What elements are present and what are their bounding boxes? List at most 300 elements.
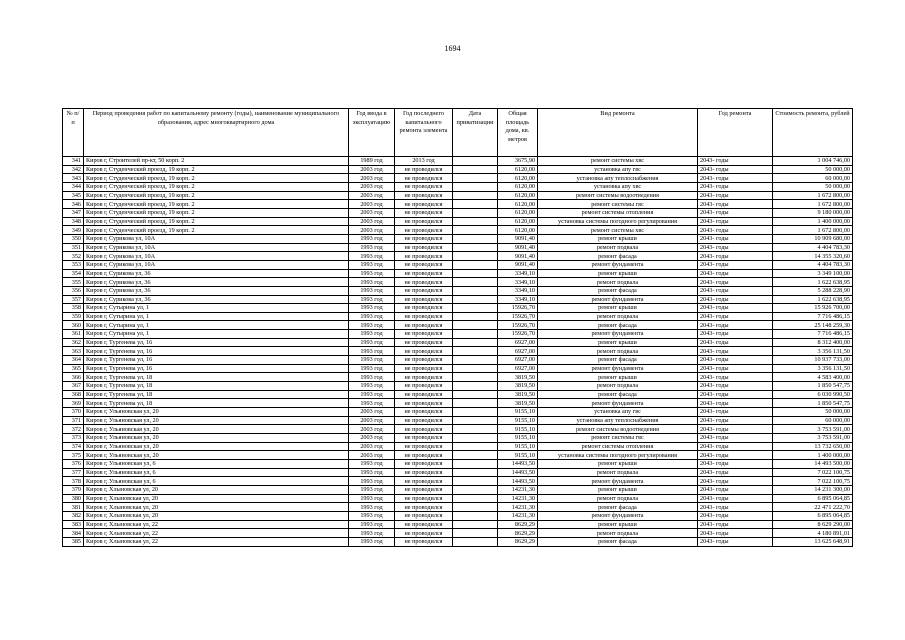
row-commission-year: 1993 год xyxy=(349,459,395,468)
row-commission-year: 1993 год xyxy=(349,485,395,494)
row-repair-year: 2043- годы xyxy=(698,477,773,486)
row-privatization xyxy=(453,529,498,538)
row-last-repair: не проводился xyxy=(395,451,453,460)
row-repair-year: 2043- годы xyxy=(698,537,773,546)
row-commission-year: 1993 год xyxy=(349,295,395,304)
row-commission-year: 2003 год xyxy=(349,208,395,217)
row-commission-year: 1993 год xyxy=(349,347,395,356)
row-privatization xyxy=(453,157,498,166)
row-repair-year: 2043- годы xyxy=(698,390,773,399)
row-commission-year: 1993 год xyxy=(349,511,395,520)
row-privatization xyxy=(453,304,498,313)
row-cost: 10 909 680,00 xyxy=(773,234,853,243)
table-row xyxy=(63,537,853,546)
row-num: 371 xyxy=(63,416,84,425)
row-cost: 13 625 648,91 xyxy=(773,537,853,546)
row-work-type: ремонт фасада xyxy=(538,390,698,399)
row-num: 378 xyxy=(63,477,84,486)
row-work-type: установка апу теплоснабжения xyxy=(538,416,698,425)
row-cost: 1 850 547,75 xyxy=(773,382,853,391)
row-commission-year: 1993 год xyxy=(349,477,395,486)
row-repair-year: 2043- годы xyxy=(698,399,773,408)
row-work-type: ремонт крыши xyxy=(538,269,698,278)
row-privatization xyxy=(453,416,498,425)
row-last-repair: не проводился xyxy=(395,442,453,451)
table-row xyxy=(63,511,853,520)
row-address: Киров г, Ульяновская ул, 6 xyxy=(84,459,349,468)
row-repair-year: 2043- годы xyxy=(698,226,773,235)
table-row xyxy=(63,226,853,235)
row-num: 375 xyxy=(63,451,84,460)
row-repair-year: 2043- годы xyxy=(698,252,773,261)
row-num: 379 xyxy=(63,485,84,494)
row-area: 9155,10 xyxy=(498,408,538,417)
row-area: 6120,00 xyxy=(498,217,538,226)
row-commission-year: 1993 год xyxy=(349,537,395,546)
row-last-repair: не проводился xyxy=(395,200,453,209)
row-repair-year: 2043- годы xyxy=(698,312,773,321)
table-row xyxy=(63,182,853,191)
row-cost: 15 926 700,00 xyxy=(773,304,853,313)
table-row xyxy=(63,373,853,382)
row-last-repair: не проводился xyxy=(395,494,453,503)
row-privatization xyxy=(453,390,498,399)
row-repair-year: 2043- годы xyxy=(698,286,773,295)
row-work-type: установка апу теплоснабжения xyxy=(538,174,698,183)
row-address: Киров г, Студенческий проезд, 19 корп. 2 xyxy=(84,182,349,191)
row-area: 8629,29 xyxy=(498,520,538,529)
row-cost: 4 583 400,00 xyxy=(773,373,853,382)
row-repair-year: 2043- годы xyxy=(698,425,773,434)
row-area: 6927,00 xyxy=(498,356,538,365)
row-area: 3349,10 xyxy=(498,286,538,295)
row-area: 6120,00 xyxy=(498,191,538,200)
row-commission-year: 1993 год xyxy=(349,529,395,538)
row-privatization xyxy=(453,468,498,477)
row-area: 14231,30 xyxy=(498,503,538,512)
row-num: 383 xyxy=(63,520,84,529)
row-num: 382 xyxy=(63,511,84,520)
row-cost: 25 148 259,30 xyxy=(773,321,853,330)
row-cost: 14 231 300,00 xyxy=(773,485,853,494)
row-last-repair: не проводился xyxy=(395,434,453,443)
row-repair-year: 2043- годы xyxy=(698,364,773,373)
table-row xyxy=(63,304,853,313)
row-cost: 3 356 131,50 xyxy=(773,364,853,373)
row-commission-year: 1993 год xyxy=(349,278,395,287)
row-commission-year: 1993 год xyxy=(349,399,395,408)
row-address: Киров г, Сурикова ул, 10А xyxy=(84,243,349,252)
row-commission-year: 1993 год xyxy=(349,260,395,269)
row-work-type: ремонт фундамента xyxy=(538,364,698,373)
row-commission-year: 1989 год xyxy=(349,157,395,166)
row-commission-year: 1993 год xyxy=(349,286,395,295)
row-commission-year: 1993 год xyxy=(349,356,395,365)
row-privatization xyxy=(453,485,498,494)
row-work-type: ремонт фундамента xyxy=(538,399,698,408)
row-num: 342 xyxy=(63,165,84,174)
row-cost: 60 000,00 xyxy=(773,416,853,425)
row-area: 14493,50 xyxy=(498,468,538,477)
row-privatization xyxy=(453,356,498,365)
table-row xyxy=(63,477,853,486)
row-area: 9155,10 xyxy=(498,434,538,443)
row-cost: 7 716 486,15 xyxy=(773,312,853,321)
row-address: Киров г, Сутырина ул, 1 xyxy=(84,312,349,321)
row-cost: 3 356 131,50 xyxy=(773,347,853,356)
header-repair-year: Год ремонта xyxy=(698,109,773,157)
row-repair-year: 2043- годы xyxy=(698,494,773,503)
row-cost: 22 471 222,70 xyxy=(773,503,853,512)
row-repair-year: 2043- годы xyxy=(698,373,773,382)
row-last-repair: не проводился xyxy=(395,295,453,304)
table-row xyxy=(63,321,853,330)
row-commission-year: 1993 год xyxy=(349,304,395,313)
row-repair-year: 2043- годы xyxy=(698,529,773,538)
row-privatization xyxy=(453,338,498,347)
table-row xyxy=(63,494,853,503)
row-last-repair: не проводился xyxy=(395,208,453,217)
row-num: 367 xyxy=(63,382,84,391)
row-area: 3349,10 xyxy=(498,295,538,304)
row-cost: 3 753 591,00 xyxy=(773,434,853,443)
row-privatization xyxy=(453,286,498,295)
capital-repair-table xyxy=(62,108,853,547)
header-cost: Стоимость ремонта, рублей xyxy=(773,109,853,157)
table-row xyxy=(63,243,853,252)
row-area: 9155,10 xyxy=(498,442,538,451)
row-privatization xyxy=(453,330,498,339)
row-repair-year: 2043- годы xyxy=(698,269,773,278)
row-num: 374 xyxy=(63,442,84,451)
row-cost: 1 672 800,00 xyxy=(773,191,853,200)
row-num: 346 xyxy=(63,200,84,209)
row-area: 3349,10 xyxy=(498,269,538,278)
row-num: 360 xyxy=(63,321,84,330)
row-cost: 3 753 591,00 xyxy=(773,425,853,434)
row-commission-year: 2003 год xyxy=(349,451,395,460)
header-work-type: Вид ремонта xyxy=(538,109,698,157)
row-num: 355 xyxy=(63,278,84,287)
table-body xyxy=(63,157,853,547)
row-address: Киров г, Тургенева ул, 16 xyxy=(84,338,349,347)
row-address: Киров г, Сурикова ул, 36 xyxy=(84,286,349,295)
table-row xyxy=(63,217,853,226)
row-address: Киров г, Тургенева ул, 18 xyxy=(84,373,349,382)
table-row xyxy=(63,442,853,451)
row-commission-year: 1993 год xyxy=(349,269,395,278)
row-commission-year: 1993 год xyxy=(349,321,395,330)
row-repair-year: 2043- годы xyxy=(698,295,773,304)
row-repair-year: 2043- годы xyxy=(698,408,773,417)
table-row xyxy=(63,416,853,425)
row-privatization xyxy=(453,382,498,391)
row-last-repair: не проводился xyxy=(395,382,453,391)
row-cost: 50 000,00 xyxy=(773,182,853,191)
row-commission-year: 2003 год xyxy=(349,226,395,235)
row-cost: 4 404 783,30 xyxy=(773,243,853,252)
row-last-repair: не проводился xyxy=(395,304,453,313)
row-privatization xyxy=(453,252,498,261)
row-work-type: ремонт фасада xyxy=(538,286,698,295)
row-work-type: ремонт фасада xyxy=(538,252,698,261)
row-repair-year: 2043- годы xyxy=(698,503,773,512)
row-repair-year: 2043- годы xyxy=(698,304,773,313)
row-address: Киров г, Ульяновская ул, 6 xyxy=(84,477,349,486)
row-commission-year: 1993 год xyxy=(349,390,395,399)
table-row xyxy=(63,208,853,217)
row-area: 3819,50 xyxy=(498,382,538,391)
row-address: Киров г, Тургенева ул, 18 xyxy=(84,382,349,391)
row-work-type: ремонт системы отопления xyxy=(538,442,698,451)
row-privatization xyxy=(453,459,498,468)
row-area: 14231,30 xyxy=(498,485,538,494)
row-work-type: ремонт фасада xyxy=(538,503,698,512)
row-num: 354 xyxy=(63,269,84,278)
row-last-repair: не проводился xyxy=(395,312,453,321)
row-repair-year: 2043- годы xyxy=(698,468,773,477)
row-address: Киров г, Строителей пр-кт, 50 корп. 2 xyxy=(84,157,349,166)
row-commission-year: 2003 год xyxy=(349,200,395,209)
row-area: 6120,00 xyxy=(498,165,538,174)
row-privatization xyxy=(453,269,498,278)
table-row xyxy=(63,286,853,295)
row-commission-year: 2003 год xyxy=(349,416,395,425)
row-cost: 1 850 547,75 xyxy=(773,399,853,408)
row-area: 9091,40 xyxy=(498,260,538,269)
row-num: 353 xyxy=(63,260,84,269)
row-work-type: установка системы погодного регулирования xyxy=(538,217,698,226)
row-repair-year: 2043- годы xyxy=(698,260,773,269)
row-privatization xyxy=(453,278,498,287)
row-privatization xyxy=(453,364,498,373)
row-work-type: ремонт системы хвс xyxy=(538,226,698,235)
table-row xyxy=(63,529,853,538)
row-area: 6927,00 xyxy=(498,347,538,356)
table-row xyxy=(63,330,853,339)
row-address: Киров г, Тургенева ул, 16 xyxy=(84,356,349,365)
row-privatization xyxy=(453,200,498,209)
row-cost: 6 895 064,85 xyxy=(773,511,853,520)
row-num: 373 xyxy=(63,434,84,443)
row-num: 352 xyxy=(63,252,84,261)
row-privatization xyxy=(453,208,498,217)
row-area: 8629,29 xyxy=(498,529,538,538)
row-num: 381 xyxy=(63,503,84,512)
row-last-repair: не проводился xyxy=(395,165,453,174)
row-last-repair: не проводился xyxy=(395,477,453,486)
row-work-type: ремонт системы водоотведения xyxy=(538,191,698,200)
row-privatization xyxy=(453,442,498,451)
row-cost: 1 004 746,00 xyxy=(773,157,853,166)
row-num: 369 xyxy=(63,399,84,408)
table-row xyxy=(63,157,853,166)
table-row xyxy=(63,451,853,460)
row-address: Киров г, Студенческий проезд, 19 корп. 2 xyxy=(84,217,349,226)
row-commission-year: 2003 год xyxy=(349,217,395,226)
row-area: 15926,70 xyxy=(498,330,538,339)
row-commission-year: 2003 год xyxy=(349,191,395,200)
row-address: Киров г, Сурикова ул, 10А xyxy=(84,252,349,261)
table-row xyxy=(63,165,853,174)
row-privatization xyxy=(453,477,498,486)
row-work-type: ремонт подвала xyxy=(538,382,698,391)
table-row xyxy=(63,191,853,200)
row-privatization xyxy=(453,260,498,269)
row-work-type: ремонт подвала xyxy=(538,243,698,252)
row-cost: 1 622 638,95 xyxy=(773,278,853,287)
row-num: 370 xyxy=(63,408,84,417)
row-cost: 8 312 400,00 xyxy=(773,338,853,347)
row-repair-year: 2043- годы xyxy=(698,338,773,347)
row-work-type: ремонт фундамента xyxy=(538,511,698,520)
row-repair-year: 2043- годы xyxy=(698,157,773,166)
row-num: 343 xyxy=(63,174,84,183)
row-work-type: ремонт подвала xyxy=(538,494,698,503)
row-num: 345 xyxy=(63,191,84,200)
row-last-repair: не проводился xyxy=(395,217,453,226)
row-repair-year: 2043- годы xyxy=(698,165,773,174)
row-cost: 6 895 064,85 xyxy=(773,494,853,503)
table-row xyxy=(63,364,853,373)
row-commission-year: 1993 год xyxy=(349,330,395,339)
row-privatization xyxy=(453,243,498,252)
row-work-type: ремонт системы гвс xyxy=(538,434,698,443)
row-work-type: установка апу хвс xyxy=(538,182,698,191)
row-area: 6120,00 xyxy=(498,182,538,191)
row-address: Киров г, Хлыновская ул, 20 xyxy=(84,494,349,503)
row-area: 3349,10 xyxy=(498,278,538,287)
row-privatization xyxy=(453,520,498,529)
row-cost: 1 400 000,00 xyxy=(773,217,853,226)
row-last-repair: не проводился xyxy=(395,356,453,365)
row-repair-year: 2043- годы xyxy=(698,459,773,468)
row-num: 362 xyxy=(63,338,84,347)
row-cost: 1 672 800,00 xyxy=(773,200,853,209)
table-row xyxy=(63,174,853,183)
row-last-repair: не проводился xyxy=(395,537,453,546)
row-last-repair: не проводился xyxy=(395,390,453,399)
row-address: Киров г, Тургенева ул, 18 xyxy=(84,390,349,399)
row-work-type: ремонт крыши xyxy=(538,459,698,468)
row-address: Киров г, Хлыновская ул, 22 xyxy=(84,520,349,529)
row-area: 6120,00 xyxy=(498,208,538,217)
row-area: 3819,50 xyxy=(498,390,538,399)
row-cost: 1 672 800,00 xyxy=(773,226,853,235)
row-privatization xyxy=(453,321,498,330)
row-address: Киров г, Сутырина ул, 1 xyxy=(84,304,349,313)
row-privatization xyxy=(453,226,498,235)
row-cost: 13 732 650,00 xyxy=(773,442,853,451)
row-commission-year: 1993 год xyxy=(349,243,395,252)
row-last-repair: не проводился xyxy=(395,330,453,339)
row-last-repair: не проводился xyxy=(395,408,453,417)
row-work-type: ремонт подвала xyxy=(538,347,698,356)
row-area: 9091,40 xyxy=(498,234,538,243)
row-commission-year: 2003 год xyxy=(349,182,395,191)
row-area: 15926,70 xyxy=(498,304,538,313)
row-privatization xyxy=(453,295,498,304)
row-address: Киров г, Студенческий проезд, 19 корп. 2 xyxy=(84,174,349,183)
row-commission-year: 2003 год xyxy=(349,174,395,183)
row-privatization xyxy=(453,494,498,503)
row-commission-year: 2003 год xyxy=(349,434,395,443)
row-last-repair: не проводился xyxy=(395,174,453,183)
row-address: Киров г, Ульяновская ул, 20 xyxy=(84,408,349,417)
row-address: Киров г, Хлыновская ул, 20 xyxy=(84,485,349,494)
row-last-repair: не проводился xyxy=(395,529,453,538)
table-row xyxy=(63,356,853,365)
table-row xyxy=(63,520,853,529)
row-num: 363 xyxy=(63,347,84,356)
row-last-repair: не проводился xyxy=(395,243,453,252)
row-cost: 1 622 638,95 xyxy=(773,295,853,304)
row-repair-year: 2043- годы xyxy=(698,347,773,356)
row-repair-year: 2043- годы xyxy=(698,191,773,200)
row-repair-year: 2043- годы xyxy=(698,174,773,183)
row-work-type: ремонт крыши xyxy=(538,304,698,313)
row-address: Киров г, Ульяновская ул, 20 xyxy=(84,425,349,434)
row-area: 9091,40 xyxy=(498,252,538,261)
header-commission-year: Год ввода в эксплуатацию xyxy=(349,109,395,157)
row-commission-year: 1993 год xyxy=(349,373,395,382)
row-num: 366 xyxy=(63,373,84,382)
row-work-type: ремонт подвала xyxy=(538,278,698,287)
row-privatization xyxy=(453,408,498,417)
row-privatization xyxy=(453,217,498,226)
row-work-type: ремонт фундамента xyxy=(538,330,698,339)
row-commission-year: 1993 год xyxy=(349,234,395,243)
row-area: 6927,00 xyxy=(498,338,538,347)
header-last-repair: Год последнего капитального ремонта элемента xyxy=(395,109,453,157)
row-work-type: ремонт крыши xyxy=(538,338,698,347)
row-cost: 7 022 100,75 xyxy=(773,477,853,486)
row-area: 6120,00 xyxy=(498,174,538,183)
row-area: 9155,10 xyxy=(498,425,538,434)
row-area: 14231,30 xyxy=(498,494,538,503)
row-commission-year: 1993 год xyxy=(349,503,395,512)
row-last-repair: не проводился xyxy=(395,520,453,529)
page-number: 1694 xyxy=(444,44,461,53)
row-commission-year: 2003 год xyxy=(349,442,395,451)
row-num: 348 xyxy=(63,217,84,226)
row-privatization xyxy=(453,312,498,321)
row-work-type: ремонт крыши xyxy=(538,373,698,382)
row-num: 365 xyxy=(63,364,84,373)
row-work-type: ремонт системы хвс xyxy=(538,157,698,166)
table-header-row xyxy=(63,109,853,157)
row-work-type: ремонт крыши xyxy=(538,485,698,494)
row-repair-year: 2043- годы xyxy=(698,243,773,252)
row-address: Киров г, Тургенева ул, 16 xyxy=(84,347,349,356)
row-privatization xyxy=(453,174,498,183)
row-last-repair: не проводился xyxy=(395,511,453,520)
row-address: Киров г, Ульяновская ул, 20 xyxy=(84,451,349,460)
row-num: 341 xyxy=(63,157,84,166)
row-commission-year: 1993 год xyxy=(349,312,395,321)
row-repair-year: 2043- годы xyxy=(698,234,773,243)
row-address: Киров г, Сутырина ул, 1 xyxy=(84,330,349,339)
row-privatization xyxy=(453,191,498,200)
row-last-repair: не проводился xyxy=(395,468,453,477)
row-repair-year: 2043- годы xyxy=(698,416,773,425)
row-last-repair: не проводился xyxy=(395,347,453,356)
row-repair-year: 2043- годы xyxy=(698,442,773,451)
row-privatization xyxy=(453,165,498,174)
row-cost: 6 030 990,50 xyxy=(773,390,853,399)
table-row xyxy=(63,312,853,321)
row-area: 3819,50 xyxy=(498,373,538,382)
